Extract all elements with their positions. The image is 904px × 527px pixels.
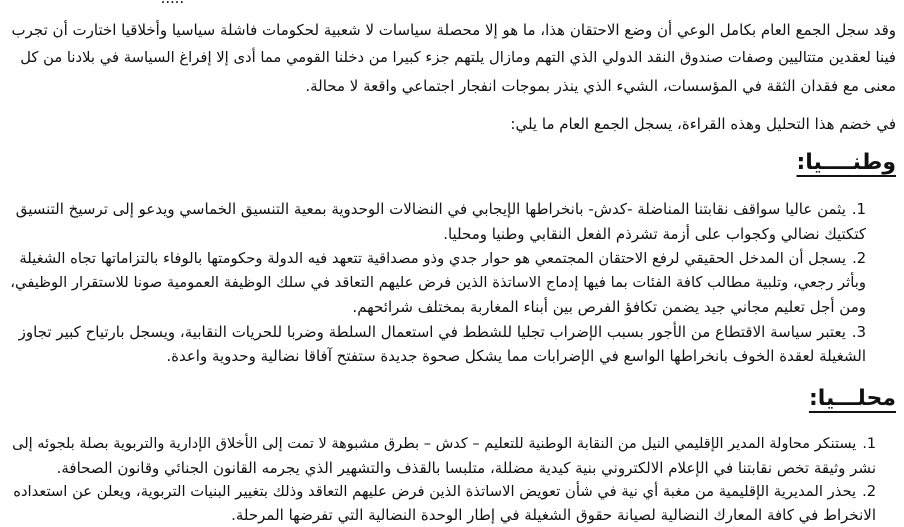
local-item-1-line-2: نشر وثيقة تخص نقابتنا في الإعلام الالكتروني بنية كيدية مضللة، متلبسا بالقذف والتشهير الذي يجرمه القانون الجنائي وقانون الصحافة.: [56, 459, 876, 477]
national-item-2-number: 2.: [852, 250, 866, 267]
national-item-2-text-1: يسجل أن المدخل الحقيقي لرفع الاحتقان المجتمعي هو حوار جدي وذو مصداقية تتعهد فيه الدولة وحكومتها بالوفاء بالتزاماتها تجاه الشغيلة: [19, 250, 847, 267]
local-item-1-line-1: [12, 434, 876, 456]
local-item-2-number: 2.: [862, 483, 876, 500]
local-heading: محلـــيا:: [808, 386, 896, 411]
local-item-2-line-1: [13, 482, 876, 504]
local-item-1-number: 1.: [862, 436, 876, 452]
local-item-2-text-1: يحذر المديرية الإقليمية من مغبة أي نية في شأن تعويض الاساتذة الذين فرض عليهم التعاقد وذلك بتغيير البنيات التربوية، ويعلن عن استعداده: [13, 483, 857, 500]
intro-paragraph-line-2: فينا لعقدين متتاليين وصفات صندوق النقد الدولي الذي التهم ومازال يلتهم جزء كبيرا من دخلنا القومي مما أدى إلا إفراغ السياسة في بلادنا من كل: [20, 49, 896, 66]
national-item-3-line-1: [19, 322, 866, 344]
national-item-1-line-2: كتكتيك نضالي وكجواب على أزمة تشرذم الفعل النقابي وطنيا ومحليا.: [443, 225, 866, 243]
national-item-3-number: 3.: [851, 323, 866, 341]
national-item-2-line-3: ومن أجل تعليم مجاني جيد يضمن تكافؤ الفرص بين أبناء المغاربة بمختلف شرائحهم.: [352, 298, 866, 316]
national-item-2-line-2: وبأثر رجعي، وتلبية مطالب كافة الفئات بما فيها إدماج الاساتذة الذين فرض عليهم التعاقد في سلك الوظيفة العمومية صونا للاستقرار الوظيفي،: [10, 274, 866, 291]
national-item-3-text-1: يعتبر سياسة الاقتطاع من الأجور بسبب الإضراب تجليا للشطط في استعمال السلطة وضربا للحريات النقابية، ويسجل بارتياح كبير تجاوز: [18, 323, 846, 341]
intro-top-fragment: [161, 0, 184, 10]
intro-summary-line: في خضم هذا التحليل وهذه القراءة، يسجل الجمع العام ما يلي:: [510, 115, 896, 133]
national-item-1-line-1: [16, 199, 866, 221]
national-item-1-text-1: يثمن عاليا سواقف نقابتنا المناضلة -كدش- بانخراطها الإيجابي في النضالات الوحدوية بمعية التنسيق الخماسي ويدعو إلى ترسيخ التنسيق: [15, 200, 846, 218]
national-heading: وطنــــيا:: [796, 150, 896, 175]
national-item-3-line-2: الشغيلة لعقدة الخوف بانخراطها الواسع في الإضرابات مما يشكل صحوة جديدة ستفتح آفاقا نضالية وحدوية واعدة.: [166, 347, 866, 365]
national-item-1-number: 1.: [851, 200, 866, 218]
intro-paragraph-line-1: وقد سجل الجمع العام بكامل الوعي أن وضع الاحتقان هذا، ما هو إلا محصلة سياسات لا شعبية لحكومات فاشلة سياسيا وأخلاقيا اختارت أن تجرب: [11, 21, 896, 39]
intro-paragraph-line-3: معنى مع فقدان الثقة في المؤسسات، الشيء الذي ينذر بموجات انفجار اجتماعي واقعة لا محالة.: [305, 77, 896, 95]
national-item-2-line-1: [19, 249, 866, 271]
local-item-1-text-1: يستنكر محاولة المدير الإقليمي النيل من النقابة الوطنية للتعليم – كدش – بطرق مشبوهة لا تمت إلى الأخلاق الإدارية والتربوية بصلة بلجوئه إلى: [12, 436, 857, 452]
local-item-2-line-2: الانخراط في كافة المعارك النضالية لصيانة حقوق الشغيلة في إطار الوحدة النضالية التي تفرضها المرحلة.: [231, 506, 876, 524]
